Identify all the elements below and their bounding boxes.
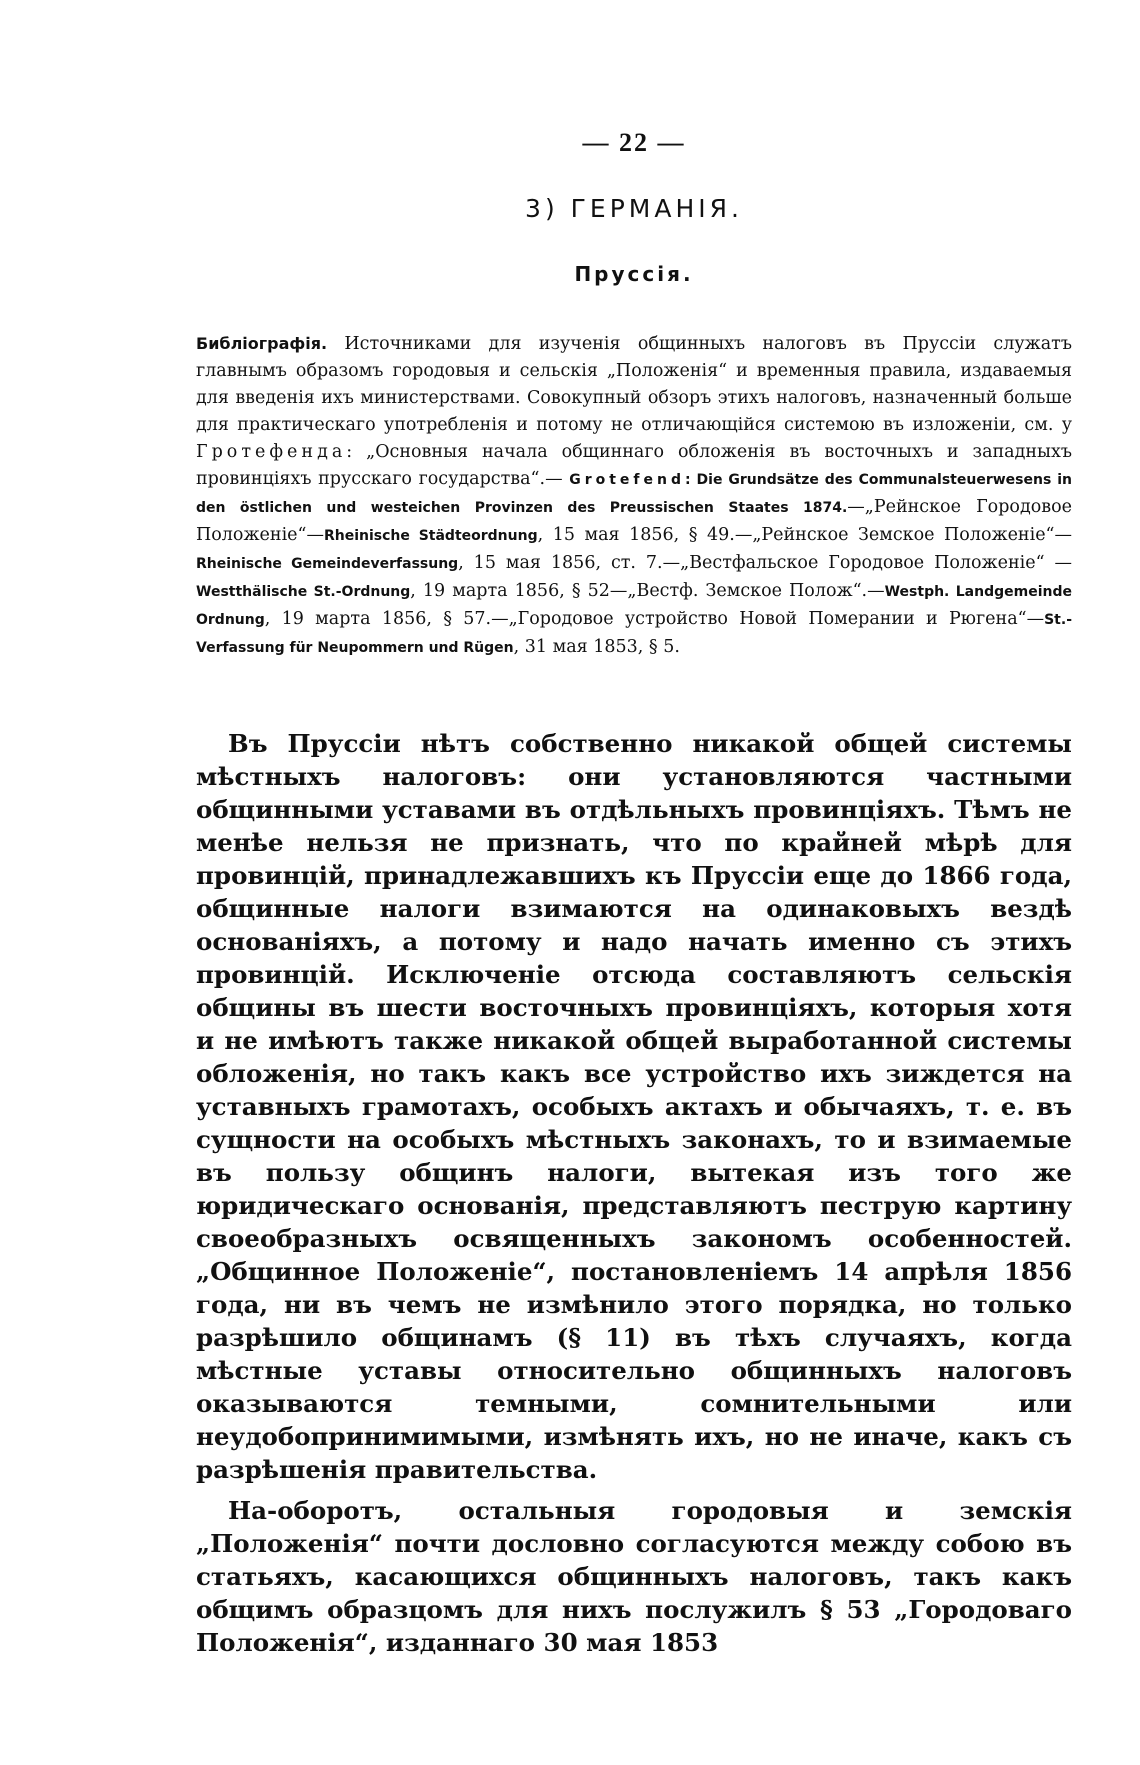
bibliography-text: , 31 мая 1853, § 5. [513, 637, 680, 657]
bibliography-heading: Библіографія. [196, 334, 328, 353]
bibliography-text: , 19 марта 1856, § 57.—„Городовое устройство Новой Померании и Рюгена“— [264, 609, 1045, 629]
bibliography-german-title: St.-Verfassung für Neupommern und Rügen [196, 612, 1072, 656]
bibliography-german-title: : Die Grundsätze des Communalsteuerwesens in den östlichen und westeichen Provinzen des Preussischen Staates 1874. [196, 472, 1072, 516]
bibliography-german-title: Westthälische St.-Ordnung [196, 584, 411, 600]
bibliography-text: , 15 мая 1856, § 49.—„Рейнское Земское Положеніе“— [537, 525, 1072, 545]
bibliography-german-title: Rheinische Städteordnung [323, 528, 538, 544]
bibliography-text: —„Рейнское Городовое Положеніе“— [196, 497, 1072, 545]
bibliography-text: : „Основныя начала общиннаго обложенія въ восточныхъ и западныхъ провинціяхъ прусскаго государства“.— [196, 442, 1072, 489]
bibliography-author-ru: Гротефенда [196, 442, 347, 462]
bibliography-block [196, 330, 1072, 662]
bibliography-german-title: Rheinische Gemeindeverfassung [196, 556, 459, 572]
page-number: — 22 — [582, 128, 686, 157]
document-page [196, 0, 1072, 1765]
bibliography-german-title: Westph. Landgemeinde Ordnung [196, 584, 1072, 628]
subsection-title: Пруссія. [574, 262, 694, 286]
section-title: 3) ГЕРМАНІЯ. [525, 194, 743, 223]
paragraph: Въ Пруссіи нѣтъ собственно никакой общей системы мѣстныхъ налоговъ: они установляются частными общинными уставами въ отдѣльныхъ провинціяхъ. Тѣмъ не менѣе нельзя не признать, что по крайней мѣрѣ для провинцій, принадлежавшихъ къ Пруссіи еще до 1866 года, общинные налоги взимаются на одинаковыхъ вездѣ основаніяхъ, а потому и надо начать именно съ этихъ провинцій. Исключеніе отсюда составляютъ сельскія общины въ шести восточныхъ провинціяхъ, которыя хотя и не имѣютъ также никакой общей выработанной системы обложенія, но такъ какъ все устройство ихъ зиждется на уставныхъ грамотахъ, особыхъ актахъ и обычаяхъ, т. е. въ сущности на особыхъ мѣстныхъ законахъ, то и взимаемые въ пользу общинъ налоги, вытекая изъ того же юридическаго основанія, представляютъ пеструю картину своеобразныхъ освященныхъ закономъ особенностей. „Общинное Положеніе“, постановленіемъ 14 апрѣля 1856 года, ни въ чемъ не измѣнило этого порядка, но только разрѣшило общинамъ (§ 11) въ тѣхъ случаяхъ, когда мѣстные уставы относительно общинныхъ налоговъ оказываются темными, сомнительными или неудобопринимимыми, измѣнять ихъ, но не иначе, какъ съ разрѣшенія правительства. [196, 729, 1072, 1484]
paragraph: На-оборотъ, остальныя городовыя и земскія „Положенія“ почти дословно согласуются между собою въ статьяхъ, касающихся общинныхъ налоговъ, такъ какъ общимъ образцомъ для нихъ послужилъ § 53 „Городоваго Положенія“, изданнаго 30 мая 1853 [196, 1496, 1072, 1657]
bibliography-text: , 19 марта 1856, § 52—„Вестф. Земское Полож“.— [410, 581, 885, 601]
bibliography-text: Источниками для изученія общинныхъ налоговъ въ Пруссіи служатъ главнымъ образомъ городовыя и сельскія „Положенія“ и временныя правила, издаваемыя для введенія ихъ министерствами. Совокупный обзоръ этихъ налоговъ, назначенный больше для практическаго употребленія и потому не отличающійся системою въ изложеніи, см. у [196, 334, 1072, 435]
bibliography-text: , 15 мая 1856, ст. 7.—„Вестфальское Городовое Положеніе“ — [458, 553, 1072, 573]
main-text [196, 727, 1072, 1667]
bibliography-author-de: Grotefend [569, 472, 685, 488]
